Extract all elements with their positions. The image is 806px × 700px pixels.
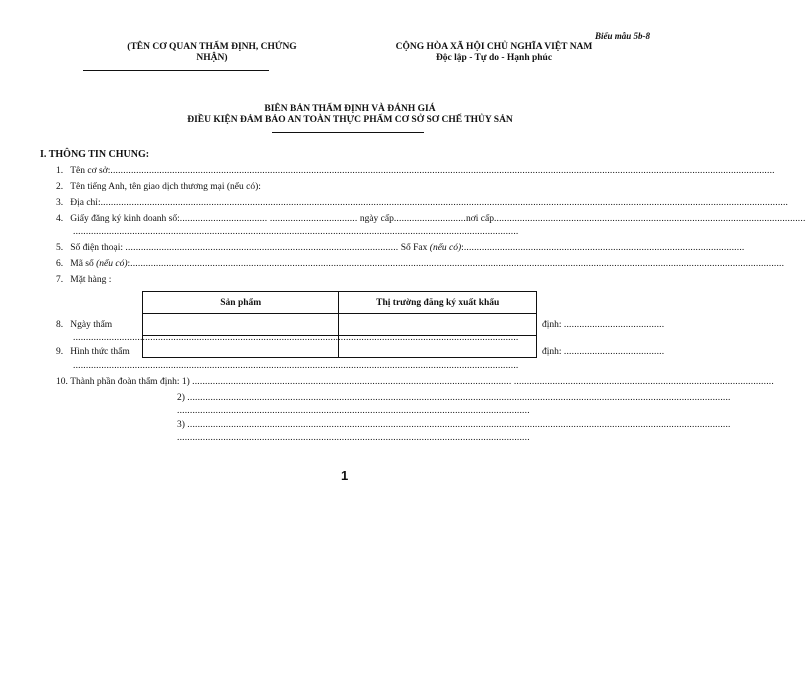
- inspection-date-tail: [542, 320, 665, 332]
- code-note: (nếu có): [96, 259, 128, 269]
- fill-in-line[interactable]: .............................................................................................................................................................................: [73, 227, 519, 237]
- item-number: 10.: [56, 377, 68, 387]
- table-header-market: Thị trường đăng ký xuất khẩu: [339, 292, 537, 314]
- fill-in-line[interactable]: ..........................................................................................................: [125, 243, 399, 253]
- field-label: Giấy đăng ký kinh doanh số:: [70, 214, 180, 224]
- fill-in-line[interactable]: .........................................................................................................................................: [177, 406, 530, 416]
- fill-in-line[interactable]: ...................................................................................................................................................................................................................: [187, 393, 731, 403]
- fill-in-line[interactable]: .............................................................................................................................................................................: [73, 361, 519, 371]
- fill-in-line[interactable]: .............................................................................................................................................................................: [73, 333, 519, 343]
- field-label: Địa chỉ:: [70, 198, 101, 208]
- fill-in-line[interactable]: .....................................................................................................: [513, 377, 774, 387]
- republic-title: CỘNG HÒA XÃ HỘI CHỦ NGHĨA VIỆT NAM: [395, 42, 593, 52]
- member-number: 1): [181, 377, 190, 387]
- field-phone: 5. Số điện thoại: .......................................................................................................... Số Fax (nếu có):.............................................................................................................: [56, 243, 745, 253]
- document-title: [100, 104, 600, 126]
- page-number: 1: [341, 468, 349, 483]
- field-label: Tên cơ sở:: [70, 166, 111, 176]
- issue-date-label: ngày cấp: [359, 214, 394, 224]
- field-facility-name: [56, 166, 775, 178]
- fill-in-line[interactable]: .............................................................................................................: [463, 243, 745, 253]
- fill-in-line[interactable]: .........................................................................................................................................: [177, 433, 530, 443]
- field-label: Ngày thẩm: [70, 320, 113, 330]
- field-label: Hình thức thẩm: [70, 347, 130, 357]
- field-label: Mã số: [70, 259, 94, 269]
- inspection-form-tail: [542, 347, 665, 359]
- field-code: 6. Mã số (nếu có):..............................................................................................................................................................................................................................................................: [56, 259, 785, 269]
- item-number: 8.: [56, 320, 64, 330]
- item-number: 3.: [56, 198, 64, 208]
- fill-in-line[interactable]: .......................................: [563, 320, 665, 330]
- agency-name: [92, 42, 332, 64]
- fax-note: (nếu có): [429, 243, 462, 253]
- field-inspection-team: [56, 377, 774, 389]
- field-products: [56, 275, 652, 287]
- field-label: Tên tiếng Anh, tên giao dịch thương mại (nếu có):: [70, 182, 261, 192]
- item-number: 4.: [56, 214, 64, 224]
- fill-in-line[interactable]: ...................................................................................................................................................................................................................: [187, 420, 731, 430]
- member-number: 2): [177, 393, 185, 403]
- field-inspection-date: [56, 320, 146, 332]
- field-label: Số điện thoại:: [70, 243, 124, 253]
- fill-in-line[interactable]: ..................................................................................................................................................................................................................................................................: [110, 166, 775, 176]
- fill-in-line[interactable]: .................................. ..................................: [179, 214, 358, 224]
- field-label: định:: [542, 320, 562, 330]
- issue-place-label: nơi cấp: [465, 214, 494, 224]
- item-number: 9.: [56, 347, 64, 357]
- team-member-2: [177, 393, 731, 405]
- agency-name-line1: (TÊN CƠ QUAN THẨM ĐỊNH, CHỨNG: [127, 42, 297, 52]
- member-number: 3): [177, 420, 185, 430]
- field-address: [56, 198, 789, 210]
- document-title-line2: ĐIỀU KIỆN ĐẢM BẢO AN TOÀN THỰC PHẨM CƠ SỞ SƠ CHẾ THỦY SẢN: [187, 115, 513, 125]
- item-number: 5.: [56, 243, 64, 253]
- item-number: 1.: [56, 166, 64, 176]
- field-english-name: [56, 182, 652, 194]
- item-number: 7.: [56, 275, 64, 285]
- agency-underline: [83, 70, 269, 71]
- table-header-product: Sản phẩm: [143, 292, 339, 314]
- field-label: Mặt hàng :: [70, 275, 112, 285]
- fill-in-line[interactable]: ..............................................................................................................................................................................................................................................................: [130, 259, 785, 269]
- section-heading: I. THÔNG TIN CHUNG:: [40, 149, 150, 160]
- fill-in-line[interactable]: ...........................................................................................................................................................................................................................................................................: [100, 198, 789, 208]
- fill-in-line[interactable]: .........................................................................................................................: [493, 214, 806, 224]
- republic-header: [374, 42, 614, 64]
- team-member-3: [177, 420, 731, 432]
- field-business-registration: [56, 214, 806, 226]
- title-underline: [272, 132, 424, 133]
- fill-in-line[interactable]: ............................: [393, 214, 466, 224]
- republic-motto: Độc lập - Tự do - Hạnh phúc: [435, 53, 553, 63]
- field-inspection-form: [56, 347, 146, 359]
- field-label: Thành phần đoàn thẩm định:: [70, 377, 180, 387]
- agency-name-line2: NHẬN): [196, 53, 228, 63]
- fax-label: Số Fax: [400, 243, 428, 253]
- fill-in-line[interactable]: ............................................................................................................................: [192, 377, 512, 387]
- form-code: Biểu mẫu 5b-8: [594, 31, 650, 41]
- item-number: 2.: [56, 182, 64, 192]
- item-number: 6.: [56, 259, 64, 269]
- field-label: định:: [542, 347, 562, 357]
- document-title-line1: BIÊN BẢN THẨM ĐỊNH VÀ ĐÁNH GIÁ: [264, 104, 436, 114]
- products-table: [142, 291, 537, 358]
- fill-in-line[interactable]: .......................................: [563, 347, 665, 357]
